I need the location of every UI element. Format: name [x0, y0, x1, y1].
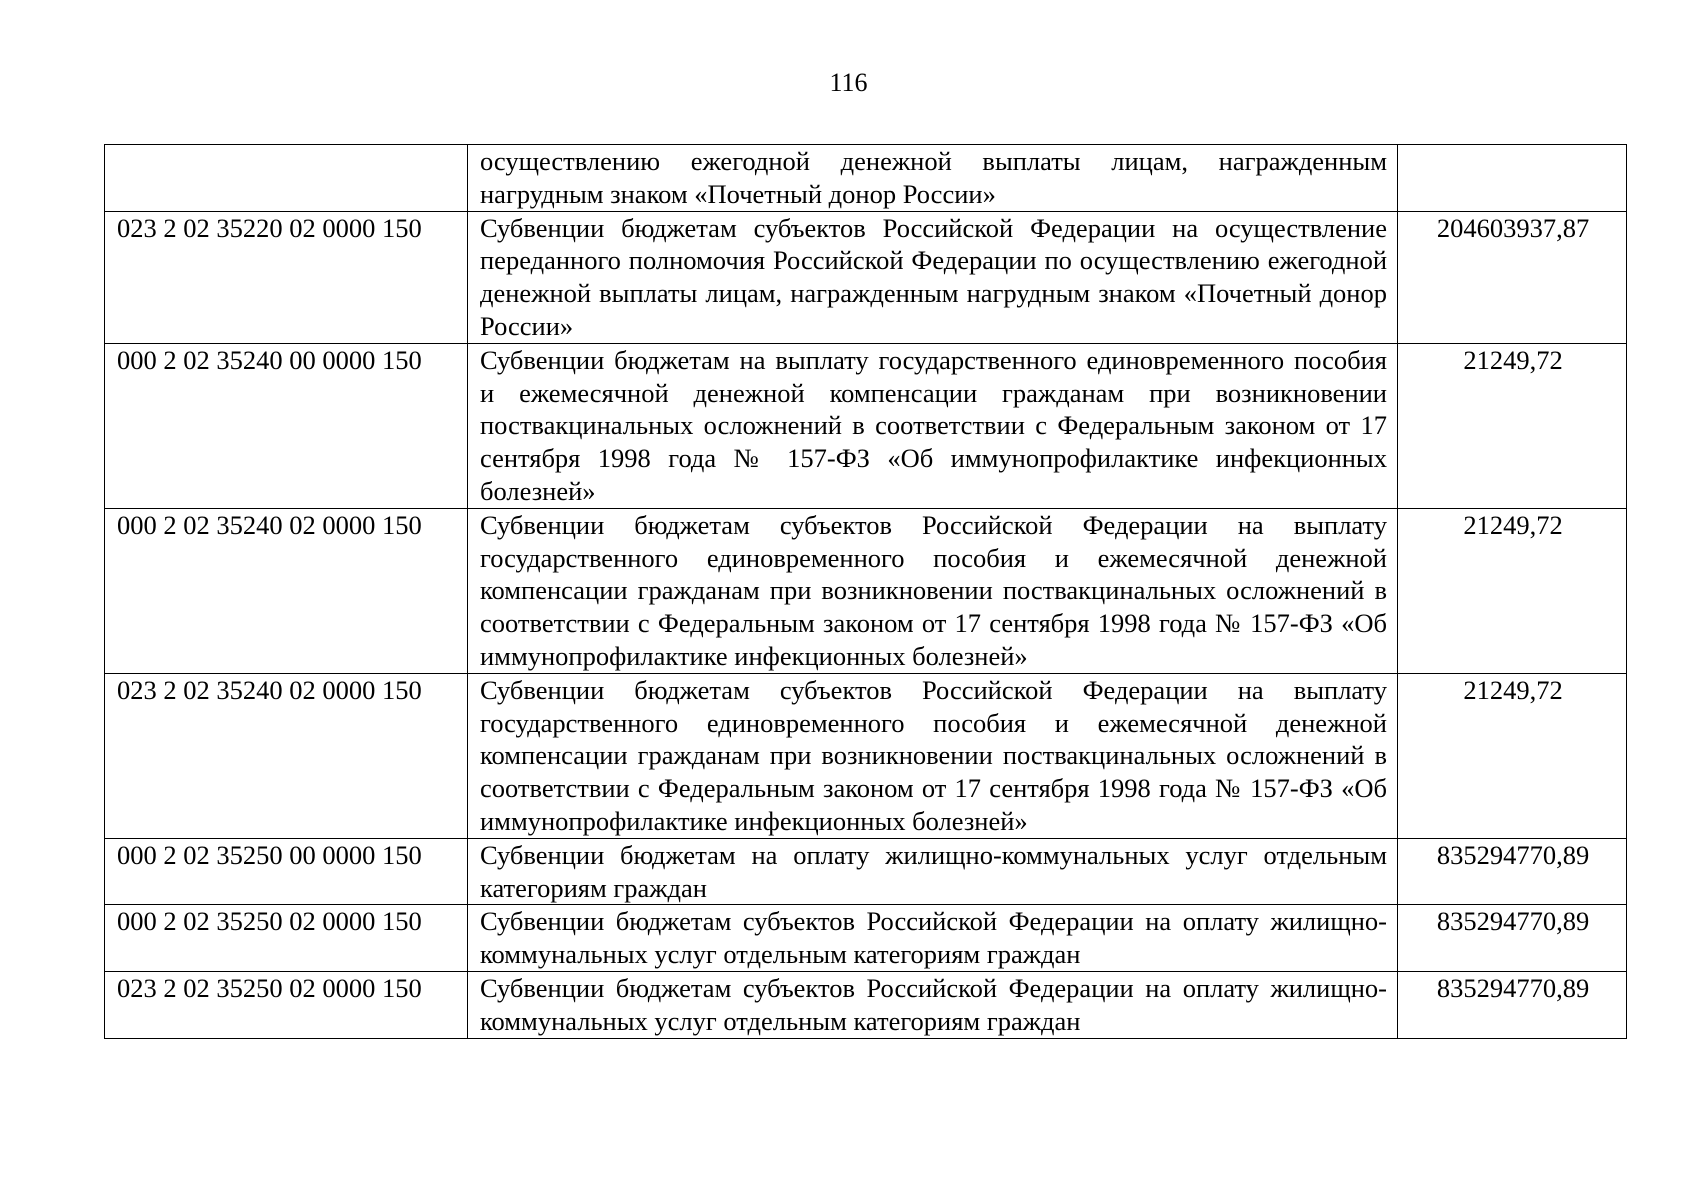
- classification-code: 023 2 02 35240 02 0000 150: [105, 673, 468, 838]
- amount-value: 835294770,89: [1398, 905, 1627, 972]
- table-row: [105, 343, 1627, 508]
- classification-code: 023 2 02 35220 02 0000 150: [105, 211, 468, 343]
- revenue-description: Субвенции бюджетам на выплату государственного единовременного пособия и ежемесячной денежной компенсации гражданам при возникновении поствакцинальных осложнений в соответствии с Федеральным законом от 17 сентября 1998 года № 157-ФЗ «Об иммунопрофилактике инфекционных болезней»: [468, 343, 1398, 508]
- revenue-description: Субвенции бюджетам субъектов Российской Федерации на оплату жилищно-коммунальных услуг отдельным категориям граждан: [468, 971, 1398, 1038]
- classification-code: 000 2 02 35250 00 0000 150: [105, 838, 468, 905]
- amount-value: [1398, 145, 1627, 212]
- revenue-description: Субвенции бюджетам на оплату жилищно-коммунальных услуг отдельным категориям граждан: [468, 838, 1398, 905]
- revenue-description: осуществлению ежегодной денежной выплаты лицам, награжденным нагрудным знаком «Почетный донор России»: [468, 145, 1398, 212]
- table-row: [105, 508, 1627, 673]
- table-row: [105, 145, 1627, 212]
- amount-value: 835294770,89: [1398, 838, 1627, 905]
- amount-value: 21249,72: [1398, 343, 1627, 508]
- classification-code: 000 2 02 35240 00 0000 150: [105, 343, 468, 508]
- revenue-description: Субвенции бюджетам субъектов Российской Федерации на оплату жилищно-коммунальных услуг отдельным категориям граждан: [468, 905, 1398, 972]
- classification-code: [105, 145, 468, 212]
- revenue-description: Субвенции бюджетам субъектов Российской Федерации на выплату государственного единовременного пособия и ежемесячной денежной компенсации гражданам при возникновении поствакцинальных осложнений в соответствии с Федеральным законом от 17 сентября 1998 года № 157-ФЗ «Об иммунопрофилактике инфекционных болезней»: [468, 673, 1398, 838]
- table-row: [105, 673, 1627, 838]
- revenue-description: Субвенции бюджетам субъектов Российской Федерации на выплату государственного единовременного пособия и ежемесячной денежной компенсации гражданам при возникновении поствакцинальных осложнений в соответствии с Федеральным законом от 17 сентября 1998 года № 157-ФЗ «Об иммунопрофилактике инфекционных болезней»: [468, 508, 1398, 673]
- revenue-description: Субвенции бюджетам субъектов Российской Федерации на осуществление переданного полномочия Российской Федерации по осуществлению ежегодной денежной выплаты лицам, награжденным нагрудным знаком «Почетный донор России»: [468, 211, 1398, 343]
- table-row: [105, 211, 1627, 343]
- page-number: 116: [829, 68, 868, 97]
- table-row: [105, 971, 1627, 1038]
- budget-revenue-table: [104, 144, 1627, 1039]
- classification-code: 023 2 02 35250 02 0000 150: [105, 971, 468, 1038]
- classification-code: 000 2 02 35240 02 0000 150: [105, 508, 468, 673]
- table-row: [105, 838, 1627, 905]
- amount-value: 204603937,87: [1398, 211, 1627, 343]
- classification-code: 000 2 02 35250 02 0000 150: [105, 905, 468, 972]
- amount-value: 21249,72: [1398, 673, 1627, 838]
- table-row: [105, 905, 1627, 972]
- amount-value: 21249,72: [1398, 508, 1627, 673]
- amount-value: 835294770,89: [1398, 971, 1627, 1038]
